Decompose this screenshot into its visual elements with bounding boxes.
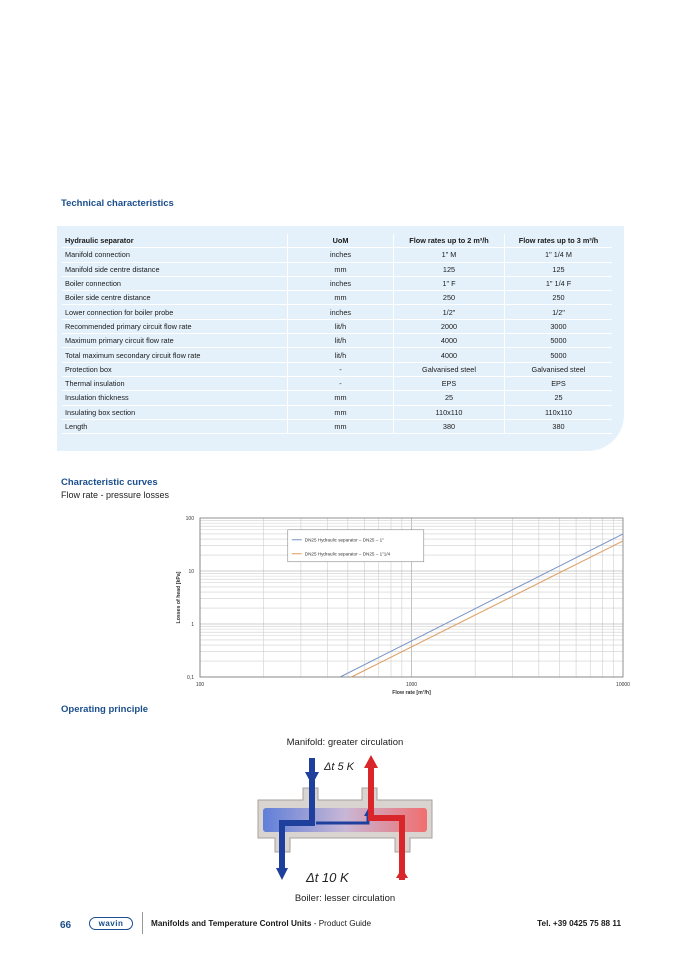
footer-title-rest: - Product Guide — [311, 919, 372, 928]
footer-divider — [142, 912, 143, 934]
cell-flow-3: 1" 1/4 M — [505, 248, 613, 262]
cell-parameter: Lower connection for boiler probe — [62, 305, 288, 319]
page-footer — [0, 912, 678, 936]
cell-flow-3: 5000 — [505, 348, 613, 362]
table-row — [62, 376, 612, 390]
cell-flow-2: 25 — [394, 391, 505, 405]
cell-flow-2: 2000 — [394, 319, 505, 333]
header-flow-3: Flow rates up to 3 m³/h — [505, 234, 613, 248]
cell-flow-2: 1/2" — [394, 305, 505, 319]
cell-flow-2: 4000 — [394, 348, 505, 362]
cell-uom: mm — [288, 391, 394, 405]
header-uom: UoM — [288, 234, 394, 248]
cell-flow-3: 5000 — [505, 334, 613, 348]
cell-parameter: Maximum primary circuit flow rate — [62, 334, 288, 348]
cell-parameter: Protection box — [62, 362, 288, 376]
operating-diagram — [240, 730, 450, 910]
cell-parameter: Manifold connection — [62, 248, 288, 262]
diagram-svg — [240, 730, 450, 910]
cell-parameter: Total maximum secondary circuit flow rate — [62, 348, 288, 362]
legend-label-2: DN25 Hydraulic separator – DN25 – 1"1/4 — [304, 551, 391, 557]
cell-flow-3: 25 — [505, 391, 613, 405]
cell-parameter: Insulation thickness — [62, 391, 288, 405]
cell-parameter: Insulating box section — [62, 405, 288, 419]
table-row — [62, 276, 612, 290]
cell-flow-3: 3000 — [505, 319, 613, 333]
table-row — [62, 305, 612, 319]
cold-arrow-boiler-icon — [276, 868, 288, 880]
page-number: 66 — [60, 920, 72, 931]
boiler-label: Boiler: lesser circulation — [294, 893, 396, 904]
manifold-label: Manifold: greater circulation — [286, 737, 404, 748]
cell-flow-2: 250 — [394, 291, 505, 305]
pressure-loss-chart — [168, 510, 633, 700]
table-row — [62, 248, 612, 262]
table-header-row — [62, 234, 612, 248]
cell-flow-3: 1/2" — [505, 305, 613, 319]
cell-flow-3: 380 — [505, 419, 613, 433]
cell-uom: lit/h — [288, 319, 394, 333]
chart-svg — [168, 510, 633, 700]
cell-uom: mm — [288, 419, 394, 433]
cell-flow-3: 1" 1/4 F — [505, 276, 613, 290]
table-row — [62, 391, 612, 405]
wavin-logo: wavin — [89, 917, 133, 930]
cell-uom: inches — [288, 248, 394, 262]
table-row — [62, 319, 612, 333]
technical-title: Technical characteristics — [61, 198, 174, 209]
cell-flow-3: 125 — [505, 262, 613, 276]
cell-uom: inches — [288, 276, 394, 290]
y-tick-label: 10 — [188, 569, 194, 575]
cell-uom: - — [288, 376, 394, 390]
legend-box — [288, 530, 424, 562]
cold-arrow-down-icon — [305, 772, 319, 785]
cell-uom: lit/h — [288, 348, 394, 362]
cell-flow-2: 1" M — [394, 248, 505, 262]
cell-flow-2: EPS — [394, 376, 505, 390]
footer-title — [151, 919, 371, 928]
footer-title-bold: Manifolds and Temperature Control Units — [151, 919, 312, 928]
cell-flow-3: 250 — [505, 291, 613, 305]
x-tick-label: 1000 — [405, 682, 418, 688]
cell-flow-3: Galvanised steel — [505, 362, 613, 376]
cell-parameter: Boiler side centre distance — [62, 291, 288, 305]
cell-uom: mm — [288, 262, 394, 276]
table-row — [62, 419, 612, 433]
header-flow-2: Flow rates up to 2 m³/h — [394, 234, 505, 248]
cell-parameter: Thermal insulation — [62, 376, 288, 390]
y-axis-label: Losses of head [kPa] — [176, 571, 182, 624]
cell-uom: - — [288, 362, 394, 376]
footer-telephone: Tel. +39 0425 75 88 11 — [537, 919, 621, 928]
table-row — [62, 291, 612, 305]
cell-flow-2: 1" F — [394, 276, 505, 290]
cell-flow-2: 380 — [394, 419, 505, 433]
cell-uom: mm — [288, 405, 394, 419]
header-hydraulic-separator: Hydraulic separator — [62, 234, 288, 248]
cell-parameter: Boiler connection — [62, 276, 288, 290]
cell-flow-2: 110x110 — [394, 405, 505, 419]
curves-subtitle: Flow rate - pressure losses — [61, 490, 170, 500]
technical-table — [62, 234, 612, 434]
cell-parameter: Recommended primary circuit flow rate — [62, 319, 288, 333]
hot-arrow-boiler-icon — [396, 868, 408, 878]
y-tick-label: 0,1 — [187, 675, 194, 681]
dt-top-label: Δt 5 K — [324, 761, 355, 773]
x-tick-label: 10000 — [616, 682, 630, 688]
cell-uom: lit/h — [288, 334, 394, 348]
table-row — [62, 405, 612, 419]
x-axis-label: Flow rate [m³/h] — [392, 690, 431, 696]
x-tick-label: 100 — [195, 682, 205, 688]
legend-label-1: DN25 Hydraulic separator – DN25 – 1" — [304, 537, 384, 543]
curves-title: Characteristic curves — [61, 477, 158, 488]
table-row — [62, 262, 612, 276]
hot-arrow-up-icon — [364, 755, 378, 768]
dt-bottom-label: Δt 10 K — [306, 870, 349, 885]
cell-parameter: Manifold side centre distance — [62, 262, 288, 276]
cell-uom: mm — [288, 291, 394, 305]
table-row — [62, 362, 612, 376]
cell-flow-2: 125 — [394, 262, 505, 276]
cell-parameter: Length — [62, 419, 288, 433]
cell-flow-2: 4000 — [394, 334, 505, 348]
y-tick-label: 1 — [191, 622, 194, 628]
table-row — [62, 334, 612, 348]
cell-uom: inches — [288, 305, 394, 319]
operating-title: Operating principle — [61, 704, 149, 715]
cell-flow-2: Galvanised steel — [394, 362, 505, 376]
cell-flow-3: EPS — [505, 376, 613, 390]
y-tick-label: 100 — [185, 516, 194, 522]
technical-table-panel — [57, 226, 624, 451]
table-row — [62, 348, 612, 362]
cell-flow-3: 110x110 — [505, 405, 613, 419]
